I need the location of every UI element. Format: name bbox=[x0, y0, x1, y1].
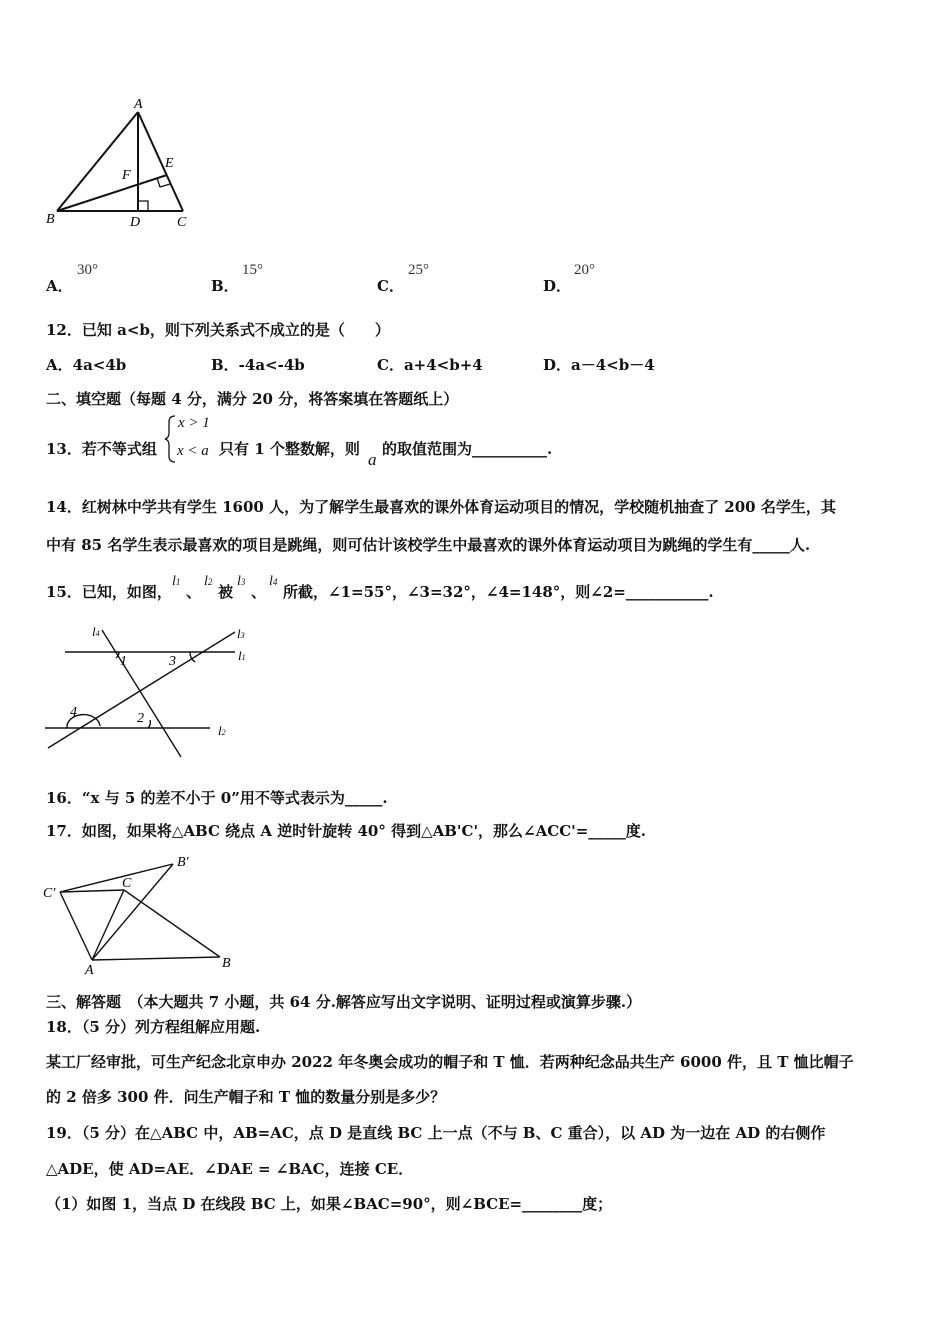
figure-q15-lines bbox=[40, 618, 270, 758]
label-l1: l1 bbox=[238, 648, 246, 663]
q11-option-c-value: 25° bbox=[408, 262, 429, 278]
q11-option-d-letter: D． bbox=[543, 277, 572, 295]
label-e: E bbox=[165, 156, 174, 171]
q13-inequality-2: x < a bbox=[177, 443, 209, 459]
q15-sep-2: 、 bbox=[251, 583, 267, 601]
q11-option-b-letter: B． bbox=[211, 277, 239, 295]
q12-option-d: D．a－4<b－4 bbox=[543, 356, 655, 374]
q11-option-a-letter: A． bbox=[46, 277, 73, 295]
label-c: C bbox=[177, 215, 187, 230]
q16-text: 16．“x 与 5 的差不小于 0”用不等式表示为_____. bbox=[46, 789, 388, 807]
q15-line-l4: l4 bbox=[269, 574, 278, 589]
q14-line-1: 14．红树林中学共有学生 1600 人，为了解学生最喜欢的课外体育运动项目的情况，学校随机抽查了 200 名学生，其 bbox=[46, 498, 836, 516]
side-c-b bbox=[124, 890, 220, 957]
line-l3 bbox=[48, 632, 235, 748]
q18-line-2: 的 2 倍多 300 件．问生产帽子和 T 恤的数量分别是多少？ bbox=[46, 1088, 446, 1106]
label-a: A bbox=[134, 97, 143, 112]
figure-q17-rotation bbox=[40, 850, 250, 980]
q19-line-2: △ADE，使 AD=AE．∠DAE = ∠BAC，连接 CE． bbox=[46, 1160, 414, 1178]
q15-line-l3: l3 bbox=[237, 574, 246, 589]
line-l4 bbox=[102, 630, 181, 757]
label-a: A bbox=[85, 963, 94, 978]
q13-prefix: 13．若不等式组 bbox=[46, 440, 157, 458]
side-ac bbox=[138, 112, 183, 211]
label-l3: l3 bbox=[237, 626, 245, 641]
q11-option-a-value: 30° bbox=[77, 262, 98, 278]
label-b-prime: B' bbox=[177, 855, 189, 870]
side-ab bbox=[57, 112, 138, 211]
label-f: F bbox=[122, 168, 131, 183]
q12-stem: 12．已知 a<b，则下列关系式不成立的是（ ） bbox=[46, 321, 390, 339]
label-l2: l2 bbox=[218, 723, 226, 738]
label-angle-4: 4 bbox=[70, 705, 77, 720]
left-brace-icon bbox=[164, 414, 178, 464]
q15-prefix: 15．已知，如图， bbox=[46, 583, 172, 601]
q15-mid: 被 bbox=[218, 583, 234, 601]
q11-option-d-value: 20° bbox=[574, 262, 595, 278]
label-c: C bbox=[122, 876, 132, 891]
side-a-b bbox=[92, 957, 220, 960]
q15-suffix: 所截，∠1=55°，∠3=32°，∠4=148°，则∠2=___________. bbox=[283, 583, 714, 601]
label-angle-2: 2 bbox=[137, 711, 144, 726]
side-a-cprime bbox=[60, 892, 92, 960]
q18-head: 18．（5 分）列方程组解应用题. bbox=[46, 1018, 261, 1036]
q12-option-a: A．4a<4b bbox=[46, 356, 127, 374]
side-a-c bbox=[92, 890, 124, 960]
q13-variable-a: a bbox=[368, 450, 377, 469]
label-angle-3: 3 bbox=[169, 654, 176, 669]
q15-line-l1: l1 bbox=[172, 574, 181, 589]
section-2-heading: 二、填空题（每题 4 分，满分 20 分，将答案填在答题纸上） bbox=[46, 390, 459, 408]
q11-option-b-value: 15° bbox=[242, 262, 263, 278]
label-b: B bbox=[222, 956, 231, 971]
q15-sep-1: 、 bbox=[186, 583, 202, 601]
side-a-bprime bbox=[92, 864, 173, 960]
q12-option-b: B．-4a<-4b bbox=[211, 356, 305, 374]
q14-line-2: 中有 85 名学生表示最喜欢的项目是跳绳，则可估计该校学生中最喜欢的课外体育运动项目为跳绳的学生有_____人. bbox=[46, 536, 811, 554]
figure-q11-triangle bbox=[40, 95, 220, 235]
q11-option-c-letter: C． bbox=[377, 277, 404, 295]
right-angle-d bbox=[138, 201, 148, 211]
q17-text: 17．如图，如果将△ABC 绕点 A 逆时针旋转 40° 得到△AB'C'，那么∠ACC'=_____度. bbox=[46, 822, 647, 840]
q19-line-1: 19．（5 分）在△ABC 中，AB=AC，点 D 是直线 BC 上一点（不与 B、C 重合），以 AD 为一边在 AD 的右侧作 bbox=[46, 1124, 826, 1142]
q13-suffix: 的取值范围为__________. bbox=[382, 440, 553, 458]
q13-mid: 只有 1 个整数解，则 bbox=[219, 440, 360, 458]
altitude-be bbox=[57, 175, 167, 211]
label-b: B bbox=[46, 212, 55, 227]
side-cprime-bprime bbox=[60, 864, 173, 892]
label-c-prime: C' bbox=[43, 886, 56, 901]
q12-option-c: C．a+4<b+4 bbox=[377, 356, 483, 374]
q15-line-l2: l2 bbox=[204, 574, 213, 589]
label-angle-1: 1 bbox=[120, 654, 127, 669]
section-3-heading: 三、解答题 （本大题共 7 小题，共 64 分.解答应写出文字说明、证明过程或演算步骤.） bbox=[46, 993, 642, 1011]
label-d: D bbox=[130, 215, 141, 230]
label-l4: l4 bbox=[92, 624, 100, 639]
arc-angle-2 bbox=[148, 720, 150, 728]
q13-inequality-1: x > 1 bbox=[178, 415, 210, 431]
q18-line-1: 某工厂经审批，可生产纪念北京申办 2022 年冬奥会成功的帽子和 T 恤．若两种纪念品共生产 6000 件，且 T 恤比帽子 bbox=[46, 1053, 854, 1071]
q19-line-3: （1）如图 1，当点 D 在线段 BC 上，如果∠BAC=90°，则∠BCE=________度； bbox=[46, 1195, 613, 1213]
